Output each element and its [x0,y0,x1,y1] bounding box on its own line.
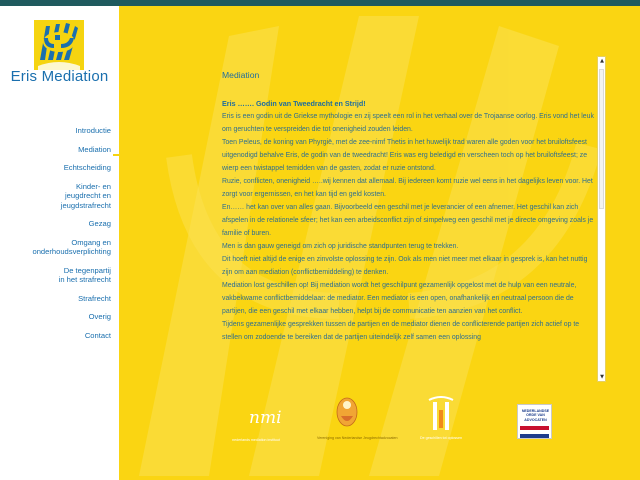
main-content-area [119,6,640,480]
nav-item-contact[interactable]: Contact [84,330,111,340]
site-title: Eris Mediation [10,68,109,85]
nmi-logo[interactable] [219,408,294,448]
nav-item-kinder-jeugdrecht[interactable]: Kinder- en jeugdrecht en jeugdstrafrecht [60,181,111,210]
sidebar [0,6,119,480]
vereniging-caption: Vereniging van Nederlandse Jeugdrechtadvocaten [317,436,398,440]
scroll-down-icon[interactable]: ▼ [600,374,604,380]
article-paragraph: En…… het kan over van alles gaan. Bijvoorbeeld een geschil met je leverancier of een afnemer. Het geschil kan zich afspelen in de relationele sfeer; het kan een arbeidsconflict zijn of simpelweg een geschil met je directe omgeving zoals je familie of buren. [222,204,594,237]
gezin-logo[interactable] [411,396,471,448]
family-emblem-icon [411,396,471,434]
nav-item-strafrecht[interactable]: Strafrecht [78,293,111,303]
content-scrollbar[interactable] [597,56,606,382]
nova-stripe-blue [520,434,549,438]
nmi-caption: nederlands mediation instituut [232,438,280,442]
nav-item-overig[interactable]: Overig [88,312,111,321]
article-title: Eris ……. Godin van Tweedracht en Strijd! [222,99,366,108]
article-paragraph: Tijdens gezamenlijke gesprekken tussen de partijen en de mediator dienen de conflicterende partijen zich actief op te stellen om zodoende te bereiken dat de partijen uiteindelijk zelf samen een oplossing [222,321,580,341]
article-paragraph: Eris is een godin uit de Griekse mythologie en zij speelt een rol in het verhaal over de Trojaanse oorlog. Eris vond het leuk om geruchten te verspreiden die tot onenigheid zouden leiden. [222,113,594,133]
footer-logos [219,394,559,454]
article-paragraph: Men is dan gauw geneigd om zich op juridische standpunten terug te trekken. [222,243,459,250]
article [222,70,594,390]
gezin-caption: De geschillen tot oplossen [420,436,462,440]
nav-item-introductie[interactable]: Introductie [75,126,111,135]
article-paragraph: Toen Peleus, de koning van Phyrgië, met de zee-nimf Thetis in het huwelijk trad waren alle goden voor het bruiloftsfeest uitgenodigd behalve Eris, de godin van de tweedracht! Eris was erg beledigd en verscheen toch op het bruiloftsfeest; ze wierp een twistappel temidden van de gasten, zodat er ruzie ontstond. [222,139,588,172]
article-paragraph: Mediation lost geschillen op! Bij mediation wordt het geschilpunt gezamenlijk opgelost met de hulp van een neutrale, vakbekwame conflictbemiddelaar: de mediator. Een mediator is een open, onafhankelijk en neutraal persoon die de partijen, die een geschil met elkaar hebben, helpt bij de communicatie ten aanzien van het conflict. [222,282,577,315]
nav-item-gezag[interactable]: Gezag [88,219,111,228]
nova-logo-text: NEDERLANDSE ORDE VAN ADVOCATEN [521,409,550,422]
scroll-up-icon[interactable]: ▲ [600,58,604,64]
main-nav [1,126,111,349]
nav-item-mediation[interactable]: Mediation [78,144,111,154]
vereniging-logo[interactable] [317,394,398,449]
nova-logo[interactable] [517,404,552,439]
nav-item-echtscheiding[interactable]: Echtscheiding [63,163,111,172]
nav-item-omgang[interactable]: Omgang en onderhoudsverplichting [32,237,111,256]
article-paragraph: Dit hoeft niet altijd de enige en zinvolste oplossing te zijn. Ook als men niet meer met elkaar in gesprek is, kan het nuttig zijn om aan mediation (conflictbemiddeling) te denken. [222,256,588,276]
eris-logo-icon[interactable] [34,20,84,70]
vereniging-emblem-icon [317,394,377,434]
nav-item-tegenpartij[interactable]: De tegenpartij in het strafrecht [58,265,111,284]
page-title: Mediation [222,70,260,80]
article-paragraph: Ruzie, conflicten, onenigheid …..wij kennen dat allemaal. Bij iedereen komt ruzie wel eens in het dagelijks leven voor. Het zorgt voor ergernissen, en het kan tijd en geld kosten. [222,178,593,198]
nmi-logo-text: nmi [249,408,282,428]
scroll-thumb[interactable] [599,69,604,209]
